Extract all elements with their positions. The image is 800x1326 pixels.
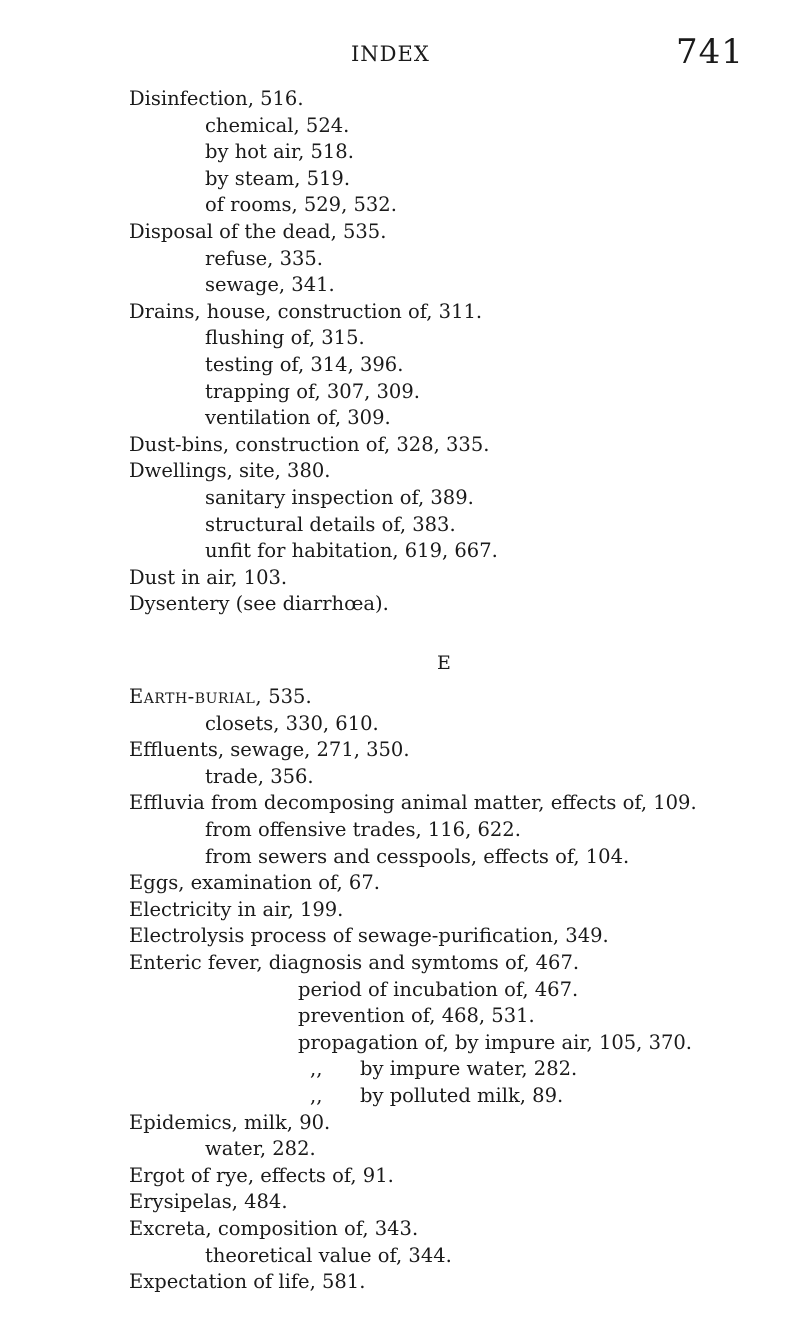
- index-entry: Erysipelas, 484.: [129, 1190, 288, 1214]
- page-number: 741: [676, 32, 744, 72]
- index-subentry: sewage, 341.: [205, 273, 335, 297]
- index-subentry: trapping of, 307, 309.: [205, 379, 420, 403]
- index-subentry-text: by polluted milk, 89.: [360, 1084, 564, 1107]
- index-entry: Excreta, composition of, 343.: [129, 1217, 419, 1240]
- index-entry: Dust-bins, construction of, 328, 335.: [129, 432, 490, 456]
- index-entry: Effluents, sewage, 271, 350.: [129, 738, 410, 762]
- index-entry: Disinfection, 516.: [129, 87, 304, 110]
- index-subentry: from offensive trades, 116, 622.: [205, 818, 521, 841]
- index-subentry: from sewers and cesspools, effects of, 104.: [205, 844, 630, 868]
- index-subentry: water, 282.: [205, 1137, 316, 1161]
- index-entry: Enteric fever, diagnosis and symtoms of, 467.: [129, 951, 580, 974]
- running-header-title: INDEX: [351, 42, 430, 66]
- index-subentry: structural details of, 383.: [205, 512, 456, 536]
- section-letter-e: E: [437, 652, 451, 674]
- index-entry: Dust in air, 103.: [129, 565, 288, 589]
- index-entry: Ergot of rye, effects of, 91.: [129, 1163, 394, 1187]
- index-entry: Dysentery (see diarrhœa).: [129, 592, 389, 616]
- index-subentry: prevention of, 468, 531.: [298, 1004, 535, 1028]
- ditto-mark: ,,: [310, 1057, 323, 1081]
- index-entry-heading: Earth-burial,: [129, 685, 263, 708]
- index-subentry: chemical, 524.: [205, 113, 350, 137]
- index-subentry: trade, 356.: [205, 764, 314, 788]
- index-subentry: refuse, 335.: [205, 246, 323, 270]
- index-subentry: unfit for habitation, 619, 667.: [205, 539, 498, 563]
- index-entry: Disposal of the dead, 535.: [129, 220, 387, 243]
- index-entry: Dwellings, site, 380.: [129, 459, 331, 483]
- index-subentry: by hot air, 518.: [205, 140, 354, 164]
- index-subentry: flushing of, 315.: [205, 326, 365, 350]
- index-entry: Eggs, examination of, 67.: [129, 871, 380, 895]
- index-entry: Expectation of life, 581.: [129, 1270, 366, 1294]
- index-subentry: testing of, 314, 396.: [205, 353, 404, 376]
- index-entry: Electricity in air, 199.: [129, 897, 344, 921]
- index-subentry: period of incubation of, 467.: [298, 977, 579, 1001]
- index-entry: Epidemics, milk, 90.: [129, 1110, 331, 1134]
- index-subentry: ventilation of, 309.: [205, 406, 391, 430]
- index-entry: Electrolysis process of sewage-purification, 349.: [129, 924, 609, 948]
- index-subentry: propagation of, by impure air, 105, 370.: [298, 1030, 692, 1054]
- ditto-mark: ,,: [310, 1084, 323, 1107]
- index-entry-pages: 535.: [262, 685, 312, 708]
- index-subentry: closets, 330, 610.: [205, 711, 379, 735]
- index-subentry: [310, 1083, 563, 1109]
- index-subentry: [310, 1056, 577, 1082]
- index-subentry: sanitary inspection of, 389.: [205, 486, 474, 509]
- index-entry: [129, 684, 312, 710]
- index-subentry: theoretical value of, 344.: [205, 1243, 452, 1267]
- index-subentry: of rooms, 529, 532.: [205, 193, 397, 217]
- index-subentry: by steam, 519.: [205, 166, 351, 190]
- index-entry: Effluvia from decomposing animal matter, effects of, 109.: [129, 791, 697, 815]
- index-subentry-text: by impure water, 282.: [360, 1057, 578, 1081]
- index-entry: Drains, house, construction of, 311.: [129, 299, 483, 323]
